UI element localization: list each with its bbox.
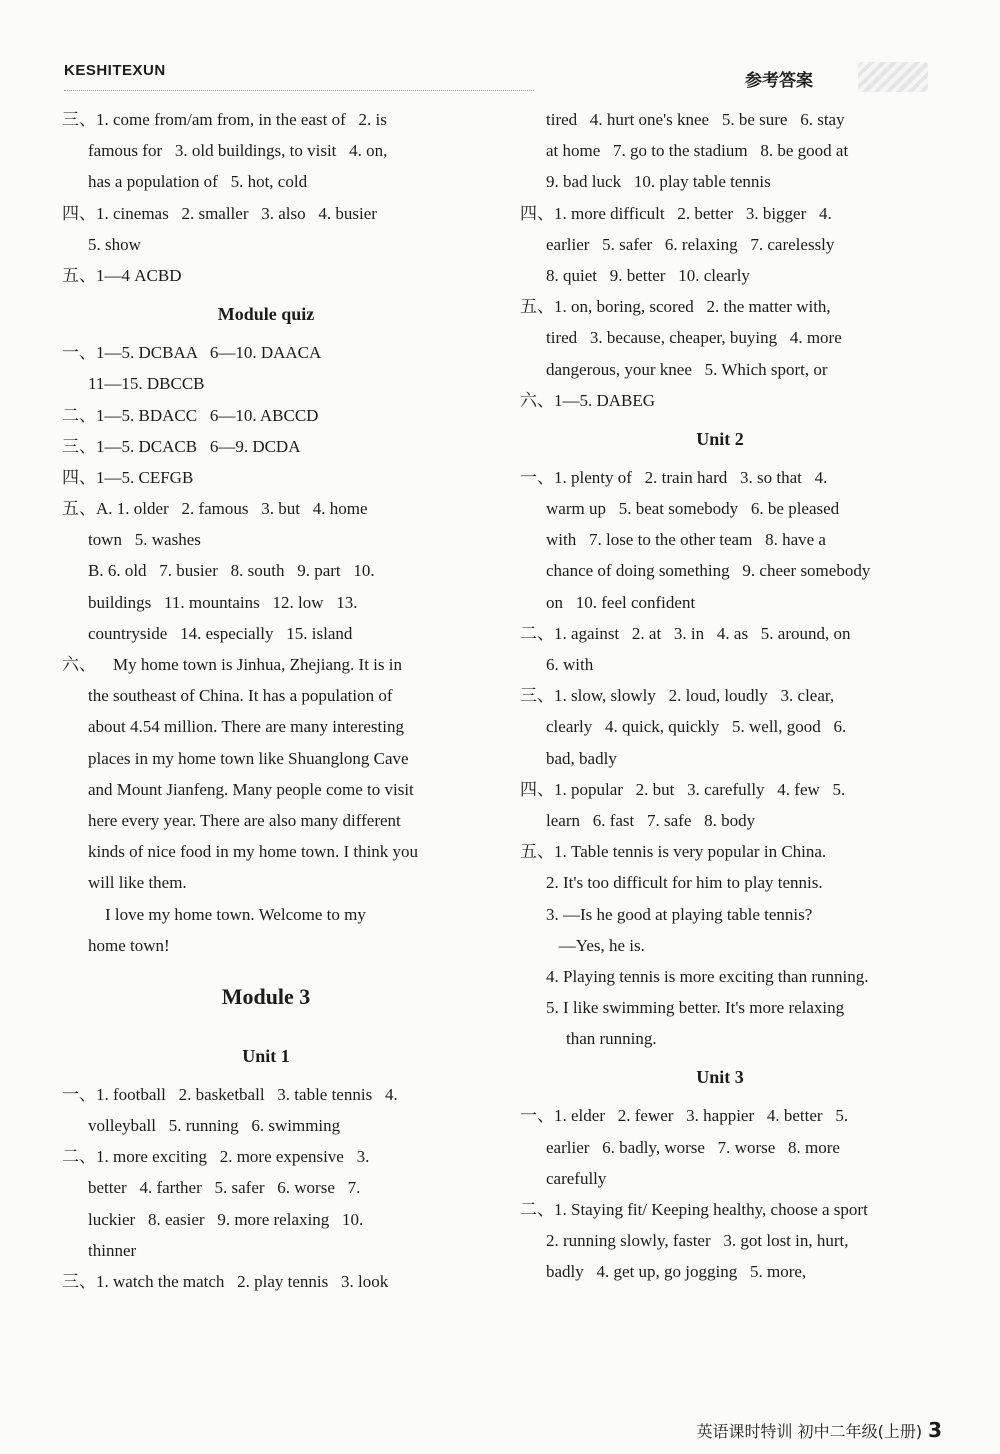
answer-line: has a population of 5. hot, cold xyxy=(88,172,308,192)
answer-line: famous for 3. old buildings, to visit 4. on, xyxy=(88,141,388,161)
section-heading: Unit 2 xyxy=(696,428,744,449)
answer-line: home town! xyxy=(88,935,170,955)
answer-line: 三、1. slow, slowly 2. loud, loudly 3. clear, xyxy=(520,686,835,706)
answer-column-left xyxy=(62,104,470,1297)
answer-line: warm up 5. beat somebody 6. be pleased xyxy=(546,499,840,519)
answer-line: 一、1. elder 2. fewer 3. happier 4. better 5. xyxy=(520,1106,849,1126)
answer-line: badly 4. get up, go jogging 5. more, xyxy=(546,1262,807,1282)
answer-line: kinds of nice food in my home town. I think you xyxy=(88,842,419,862)
answer-line: tired 4. hurt one's knee 5. be sure 6. stay xyxy=(546,110,845,129)
answer-line: dangerous, your knee 5. Which sport, or xyxy=(546,359,828,379)
answer-line: —Yes, he is. xyxy=(546,935,645,955)
answer-line: better 4. farther 5. safer 6. worse 7. xyxy=(88,1178,361,1198)
answer-line: 6. with xyxy=(546,655,594,674)
answer-line: places in my home town like Shuanglong Cave xyxy=(88,748,409,768)
answer-line: I love my home town. Welcome to my xyxy=(88,904,366,924)
section-heading: Module 3 xyxy=(221,983,311,1009)
answer-line: on 10. feel confident xyxy=(546,592,696,612)
answer-line: at home 7. go to the stadium 8. be good at xyxy=(546,141,849,161)
answer-line: 二、1. against 2. at 3. in 4. as 5. around, on xyxy=(520,623,851,643)
answer-line: here every year. There are also many different xyxy=(88,810,401,830)
answer-line: 三、1. watch the match 2. play tennis 3. look xyxy=(62,1272,389,1291)
answer-line: 4. Playing tennis is more exciting than running. xyxy=(546,966,869,986)
answer-line: 一、1. plenty of 2. train hard 3. so that 4. xyxy=(520,467,828,487)
answer-line: 三、1. come from/am from, in the east of 2. is xyxy=(62,110,387,129)
answer-line: 二、1. more exciting 2. more expensive 3. xyxy=(62,1147,370,1167)
answer-line: luckier 8. easier 9. more relaxing 10. xyxy=(88,1209,364,1229)
answer-line: 2. It's too difficult for him to play tennis. xyxy=(546,873,823,893)
answer-line: buildings 11. mountains 12. low 13. xyxy=(88,592,358,612)
answer-line: 五、1. Table tennis is very popular in China. xyxy=(520,842,827,862)
answer-line: carefully xyxy=(546,1168,607,1188)
answer-line: than running. xyxy=(566,1029,657,1049)
book-title: 英语课时特训 初中二年级(上册) xyxy=(696,1422,923,1441)
page-number: 3 xyxy=(928,1418,942,1442)
answer-line: volleyball 5. running 6. swimming xyxy=(88,1116,341,1136)
answer-line: 三、1—5. DCACB 6—9. DCDA xyxy=(62,436,301,456)
answer-line: 四、1. more difficult 2. better 3. bigger 4. xyxy=(520,203,832,223)
answer-line: 2. running slowly, faster 3. got lost in, hurt, xyxy=(546,1231,849,1251)
brand-logo: KESHITEXUN xyxy=(64,62,166,79)
answer-column-right xyxy=(520,104,920,1288)
watermark-logo xyxy=(808,1400,988,1448)
answer-line: 5. I like swimming better. It's more relaxing xyxy=(546,998,845,1018)
answer-line: 二、1. Staying fit/ Keeping healthy, choose a sport xyxy=(520,1200,868,1219)
answer-line: 8. quiet 9. better 10. clearly xyxy=(546,265,750,285)
answer-line: town 5. washes xyxy=(88,530,201,550)
answer-line: 五、1—4 ACBD xyxy=(62,265,182,285)
answer-line: 3. —Is he good at playing table tennis? xyxy=(546,904,813,924)
header-decoration xyxy=(858,62,928,92)
answer-line: chance of doing something 9. cheer somebody xyxy=(546,561,871,581)
answer-line: with 7. lose to the other team 8. have a xyxy=(546,530,826,550)
answer-line: B. 6. old 7. busier 8. south 9. part 10. xyxy=(88,561,375,581)
section-heading: Module quiz xyxy=(217,304,315,325)
answer-line: 五、1. on, boring, scored 2. the matter with, xyxy=(520,297,831,317)
answer-line: 二、1—5. BDACC 6—10. ABCCD xyxy=(62,405,319,425)
answer-line: 一、1. football 2. basketball 3. table tennis 4. xyxy=(62,1084,398,1104)
section-title: 参考答案 xyxy=(745,71,813,91)
answer-line: 5. show xyxy=(88,234,141,254)
answer-line: countryside 14. especially 15. island xyxy=(88,623,353,643)
answer-line: earlier 5. safer 6. relaxing 7. carelessly xyxy=(546,234,835,254)
answer-line: 四、1. cinemas 2. smaller 3. also 4. busier xyxy=(62,203,377,223)
answer-line: learn 6. fast 7. safe 8. body xyxy=(546,810,756,830)
answer-line: 六、 My home town is Jinhua, Zhejiang. It is in xyxy=(62,655,402,674)
answer-line: about 4.54 million. There are many interesting xyxy=(88,717,404,737)
answer-line: thinner xyxy=(88,1240,137,1260)
section-heading: Unit 1 xyxy=(242,1045,290,1066)
answer-line: and Mount Jianfeng. Many people come to visit xyxy=(88,779,414,799)
answer-line: 一、1—5. DCBAA 6—10. DAACA xyxy=(62,343,322,363)
answer-line: 六、1—5. DABEG xyxy=(520,390,656,410)
answer-line: will like them. xyxy=(88,873,187,893)
answer-line: 9. bad luck 10. play table tennis xyxy=(546,172,771,192)
answer-line: the southeast of China. It has a population of xyxy=(88,686,393,706)
answer-line: clearly 4. quick, quickly 5. well, good 6. xyxy=(546,717,847,737)
header-divider xyxy=(64,90,534,91)
answer-line: 四、1—5. CEFGB xyxy=(62,467,194,487)
answer-line: earlier 6. badly, worse 7. worse 8. more xyxy=(546,1137,840,1157)
answer-line: 五、A. 1. older 2. famous 3. but 4. home xyxy=(62,499,368,519)
answer-line: bad, badly xyxy=(546,748,617,768)
section-heading: Unit 3 xyxy=(696,1067,744,1088)
answer-line: tired 3. because, cheaper, buying 4. more xyxy=(546,328,842,348)
answer-line: 11—15. DBCCB xyxy=(88,374,205,394)
answer-line: 四、1. popular 2. but 3. carefully 4. few 5. xyxy=(520,779,846,799)
